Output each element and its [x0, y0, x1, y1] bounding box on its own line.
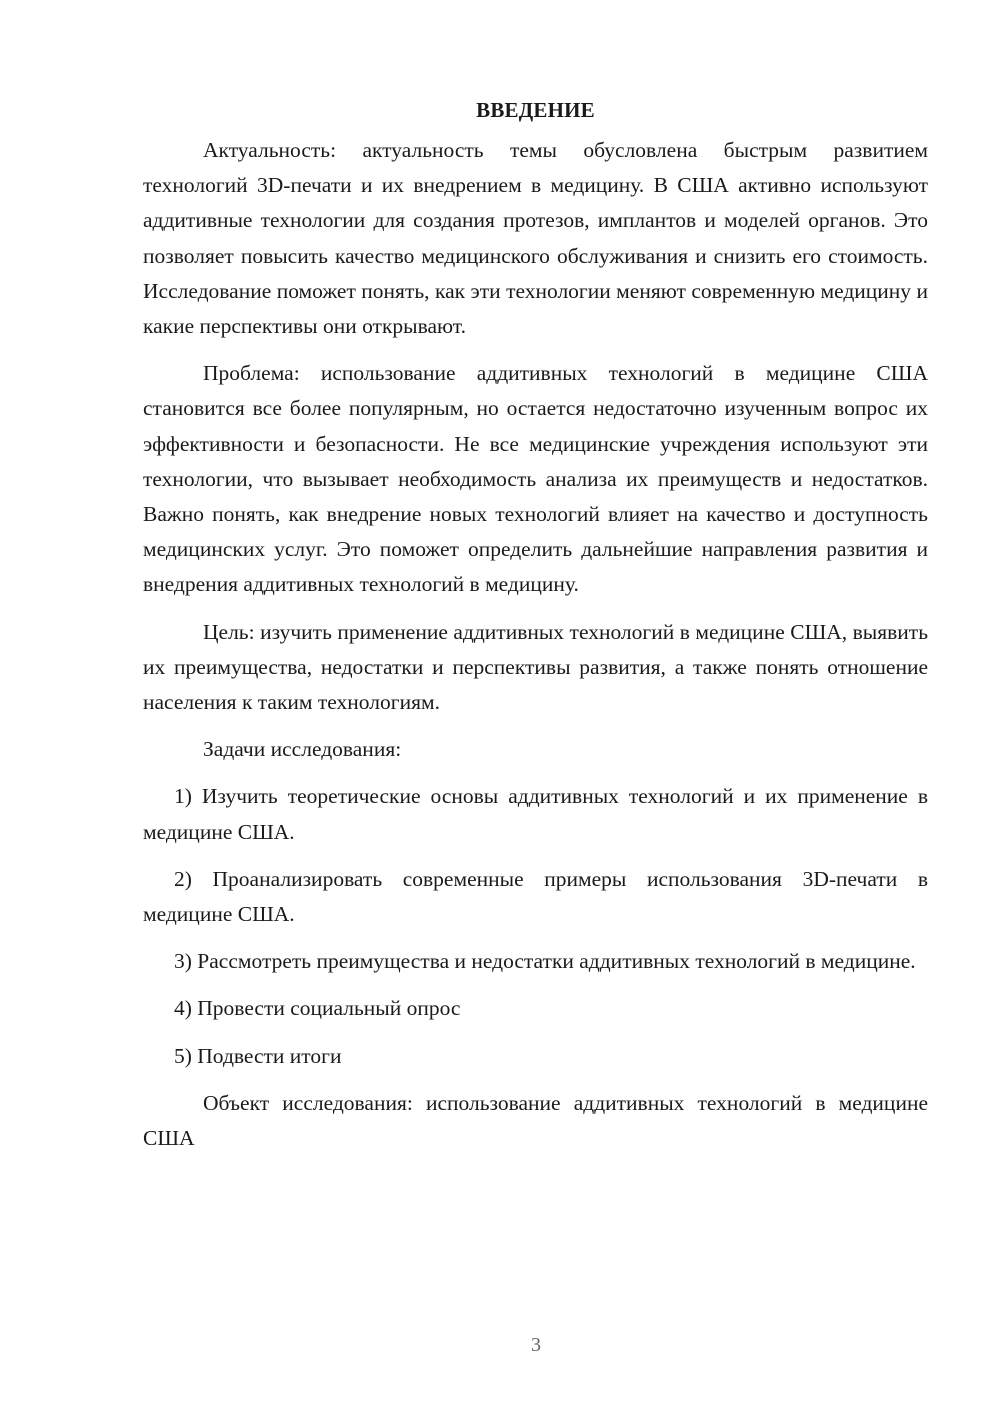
page-content: [143, 93, 928, 1168]
page-number: 3: [531, 1334, 541, 1356]
paragraph-problem: Проблема: использование аддитивных технологий в медицине США становится все более популярным, но остается недостаточно изученным вопрос их эффективности и безопасности. Не все медицинские учреждения используют эти технологии, что вызывает необходимость анализа их преимуществ и недостатков. Важно понять, как внедрение новых технологий влияет на качество и доступность медицинских услуг. Это поможет определить дальнейшие направления развития и внедрения аддитивных технологий в медицину.: [143, 361, 928, 597]
task-item-3: 3) Рассмотреть преимущества и недостатки аддитивных технологий в медицине.: [174, 949, 916, 974]
paragraph-goal: Цель: изучить применение аддитивных технологий в медицине США, выявить их преимущества, недостатки и перспективы развития, а также понять отношение населения к таким технологиям.: [143, 619, 928, 715]
task-item-2: 2) Проанализировать современные примеры использования 3D-печати в медицине США.: [143, 866, 928, 927]
tasks-title: Задачи исследования:: [203, 737, 402, 762]
paragraph-relevance: Актуальность: актуальность темы обусловлена быстрым развитием технологий 3D-печати и их внедрением в медицину. В США активно используют аддитивные технологии для создания протезов, имплантов и моделей органов. Это позволяет повысить качество медицинского обслуживания и снизить его стоимость. Исследование поможет понять, как эти технологии меняют современную медицину и какие перспективы они открывают.: [143, 138, 928, 339]
task-item-5: 5) Подвести итоги: [174, 1043, 342, 1068]
task-item-1: 1) Изучить теоретические основы аддитивных технологий и их применение в медицине США.: [143, 784, 928, 844]
section-heading: ВВЕДЕНИЕ: [476, 98, 595, 122]
paragraph-object: Объект исследования: использование аддитивных технологий в медицине США: [143, 1090, 928, 1151]
task-item-4: 4) Провести социальный опрос: [174, 996, 461, 1021]
